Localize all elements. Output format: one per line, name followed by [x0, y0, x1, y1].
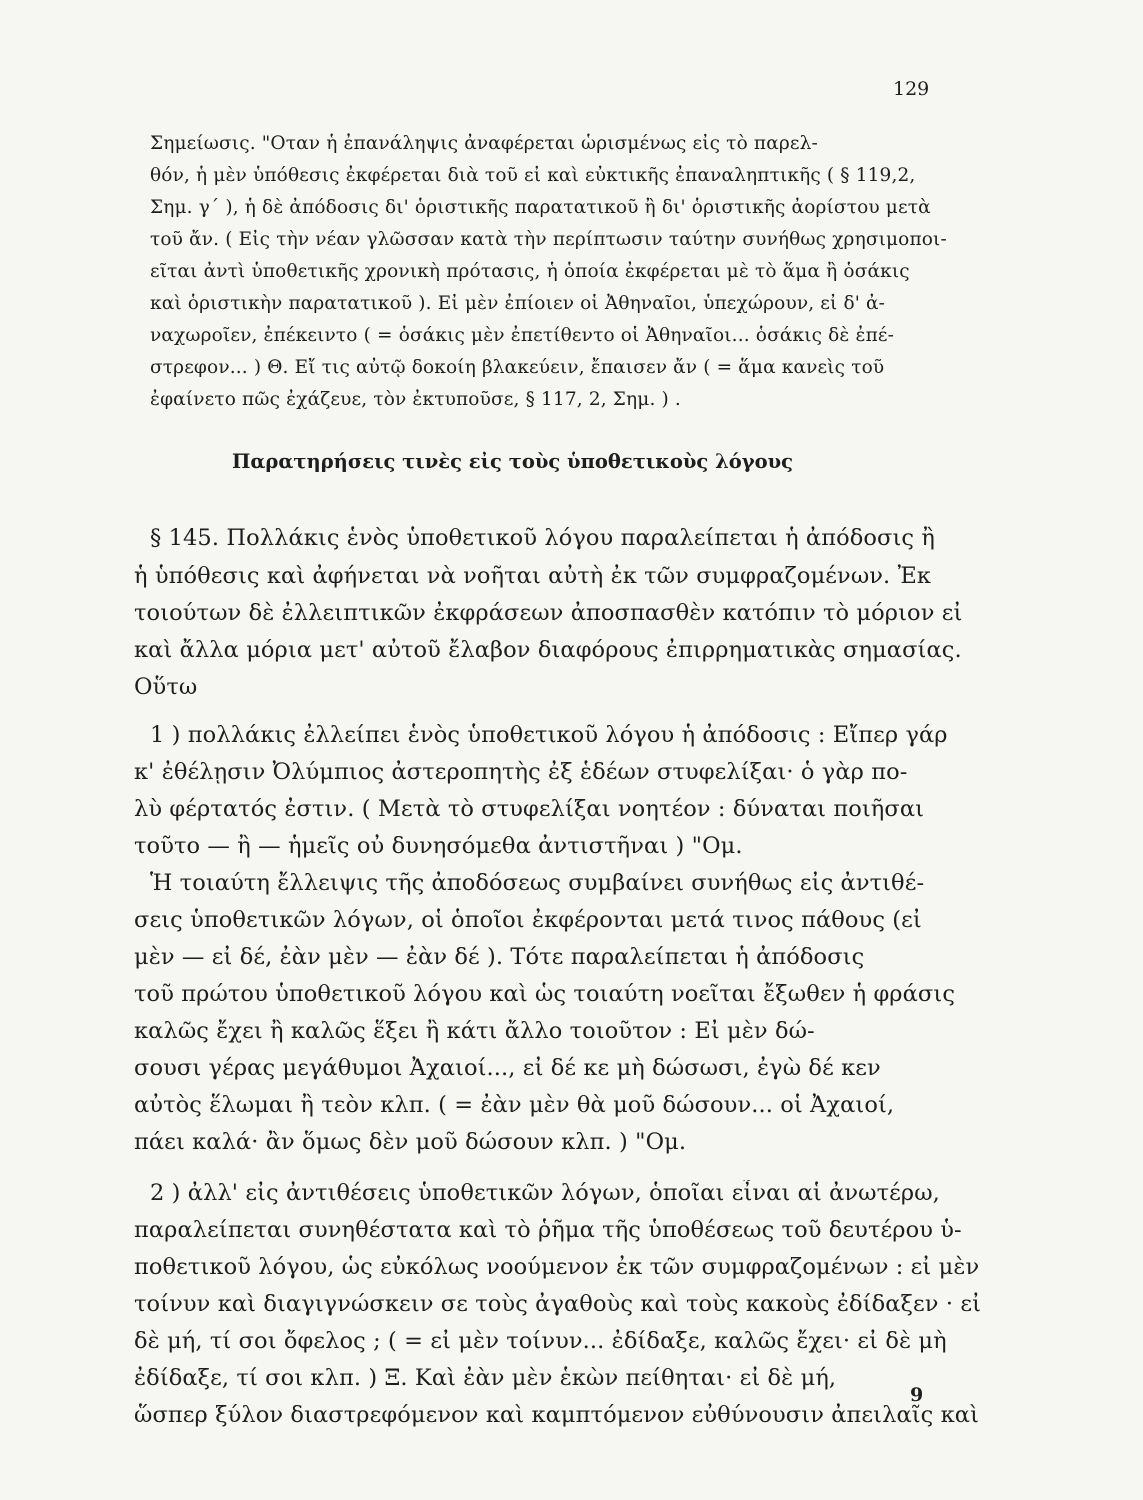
- note-line: τοῦ ἄν. ( Εἰς τὴν νέαν γλῶσσαν κατὰ τὴν περίπτωσιν ταύτην συνήθως χρησιμοποι-: [150, 229, 947, 250]
- body-line: 2 ) ἀλλ' εἰς ἀντιθέσεις ὑποθετικῶν λόγων, ὁποῖαι εἶναι αἱ ἀνωτέρω,: [150, 1180, 940, 1206]
- body-line: λὺ φέρτατός ἐστιν. ( Μετὰ τὸ στυφελίξαι νοητέον : δύναται ποιῆσαι: [134, 796, 925, 822]
- body-line: Ἡ τοιαύτη ἔλλειψις τῆς ἀποδόσεως συμβαίνει συνήθως εἰς ἀντιθέ-: [150, 870, 925, 896]
- body-line: ὥσπερ ξύλον διαστρεφόμενον καὶ καμπτόμενον εὐθύνουσιν ἀπειλαῖς καὶ: [134, 1402, 979, 1428]
- body-line: σεις ὑποθετικῶν λόγων, οἱ ὁποῖοι ἐκφέρονται μετά τινος πάθους (εἰ: [134, 907, 922, 933]
- note-line: Σημ. γ΄ ), ἡ δὲ ἀπόδοσις δι' ὁριστικῆς παρατατικοῦ ἢ δι' ὁριστικῆς ἀορίστου μετὰ: [150, 197, 931, 218]
- body-line: παραλείπεται συνηθέστατα καὶ τὸ ῥῆμα τῆς ὑποθέσεως τοῦ δευτέρου ὑ-: [134, 1217, 962, 1243]
- body-line: μὲν — εἰ δέ, ἐὰν μὲν — ἐὰν δέ ). Τότε παραλείπεται ἡ ἀπόδοσις: [134, 944, 865, 970]
- body-line: § 145. Πολλάκις ἑνὸς ὑποθετικοῦ λόγου παραλείπεται ἡ ἀπόδοσις ἢ: [150, 525, 935, 551]
- note-line: ναχωροῖεν, ἐπέκειντο ( = ὁσάκις μὲν ἐπετίθεντο οἱ Ἀθηναῖοι... ὁσάκις δὲ ἐπέ-: [150, 325, 895, 346]
- body-line: καλῶς ἔχει ἢ καλῶς ἕξει ἢ κάτι ἄλλο τοιοῦτον : Εἰ μὲν δώ-: [134, 1018, 815, 1044]
- note-line: εῖται ἀντὶ ὑποθετικῆς χρονικὴ πρότασις, ἡ ὁποία ἐκφέρεται μὲ τὸ ἅμα ἢ ὁσάκις: [150, 261, 910, 282]
- body-line: σουσι γέρας μεγάθυμοι Ἀχαιοί..., εἰ δέ κε μὴ δώσωσι, ἐγὼ δέ κεν: [134, 1055, 881, 1081]
- body-line: αὐτὸς ἕλωμαι ἢ τεὸν κλπ. ( = ἐὰν μὲν θὰ μοῦ δώσουν... οἱ Ἀχαιοί,: [134, 1092, 895, 1118]
- note-line: ἐφαίνετο πῶς ἐχάζευε, τὸν ἐκτυποῦσε, § 117, 2, Σημ. ) .: [150, 389, 681, 410]
- body-line: τοιούτων δὲ ἐλλειπτικῶν ἐκφράσεων ἀποσπασθὲν κατόπιν τὸ μόριον εἰ: [134, 600, 963, 626]
- note-line: θόν, ἡ μὲν ὑπόθεσις ἐκφέρεται διὰ τοῦ εἰ καὶ εὐκτικῆς ἐπαναληπτικῆς ( § 119,2,: [150, 165, 916, 186]
- body-line: ἡ ὑπόθεσις καὶ ἀφήνεται νὰ νοῆται αὐτὴ ἐκ τῶν συμφραζομένων. Ἐκ: [134, 563, 932, 589]
- body-line: 1 ) πολλάκις ἐλλείπει ἑνὸς ὑποθετικοῦ λόγου ἡ ἀπόδοσις : Εἴπερ γάρ: [150, 722, 948, 748]
- body-line: τοίνυν καὶ διαγιγνώσκειν σε τοὺς ἀγαθοὺς καὶ τοὺς κακοὺς ἐδίδαξεν · εἰ: [134, 1291, 982, 1317]
- body-line: τοῦτο — ἢ — ἡμεῖς οὐ δυνησόμεθα ἀντιστῆναι ) "Ομ.: [134, 833, 743, 859]
- body-line: καὶ ἄλλα μόρια μετ' αὐτοῦ ἔλαβον διαφόρους ἐπιρρηματικὰς σημασίας.: [134, 637, 962, 663]
- signature-mark: 9: [910, 1384, 924, 1406]
- body-line: δὲ μή, τί σοι ὄφελος ; ( = εἰ μὲν τοίνυν... ἐδίδαξε, καλῶς ἔχει· εἰ δὲ μὴ: [134, 1328, 947, 1354]
- note-line: στρεφον... ) Θ. Εἴ τις αὐτῷ δοκοίη βλακεύειν, ἔπαισεν ἄν ( = ἅμα κανεὶς τοῦ: [150, 357, 885, 378]
- body-line: ἐδίδαξε, τί σοι κλπ. ) Ξ. Καὶ ἐὰν μὲν ἑκὼν πείθηται· εἰ δὲ μή,: [134, 1365, 837, 1391]
- body-line: τοῦ πρώτου ὑποθετικοῦ λόγου καὶ ὡς τοιαύτη νοεῖται ἔξωθεν ἡ φράσις: [134, 981, 956, 1007]
- page-number: 129: [893, 78, 930, 100]
- note-line: καὶ ὁριστικὴν παρατατικοῦ ). Εἰ μὲν ἐπίοιεν οἱ Ἀθηναῖοι, ὑπεχώρουν, εἰ δ' ἀ-: [150, 293, 886, 314]
- body-line: ποθετικοῦ λόγου, ὡς εὐκόλως νοούμενον ἐκ τῶν συμφραζομένων : εἰ μὲν: [134, 1254, 980, 1280]
- body-line: πάει καλά· ἂν ὅμως δὲν μοῦ δώσουν κλπ. ) "Ομ.: [134, 1129, 687, 1155]
- note-line: Σημείωσις. "Οταν ἡ ἐπανάληψις ἀναφέρεται ὡρισμένως εἰς τὸ παρελ-: [150, 133, 818, 154]
- section-heading: Παρατηρήσεις τινὲς εἰς τοὺς ὑποθετικοὺς λόγους: [232, 450, 794, 473]
- body-line: Οὕτω: [134, 674, 198, 700]
- body-line: κ' ἐθέλῃσιν Ὀλύμπιος ἀστεροπητὴς ἐξ ἑδέων στυφελίξαι· ὁ γὰρ πο-: [134, 759, 908, 785]
